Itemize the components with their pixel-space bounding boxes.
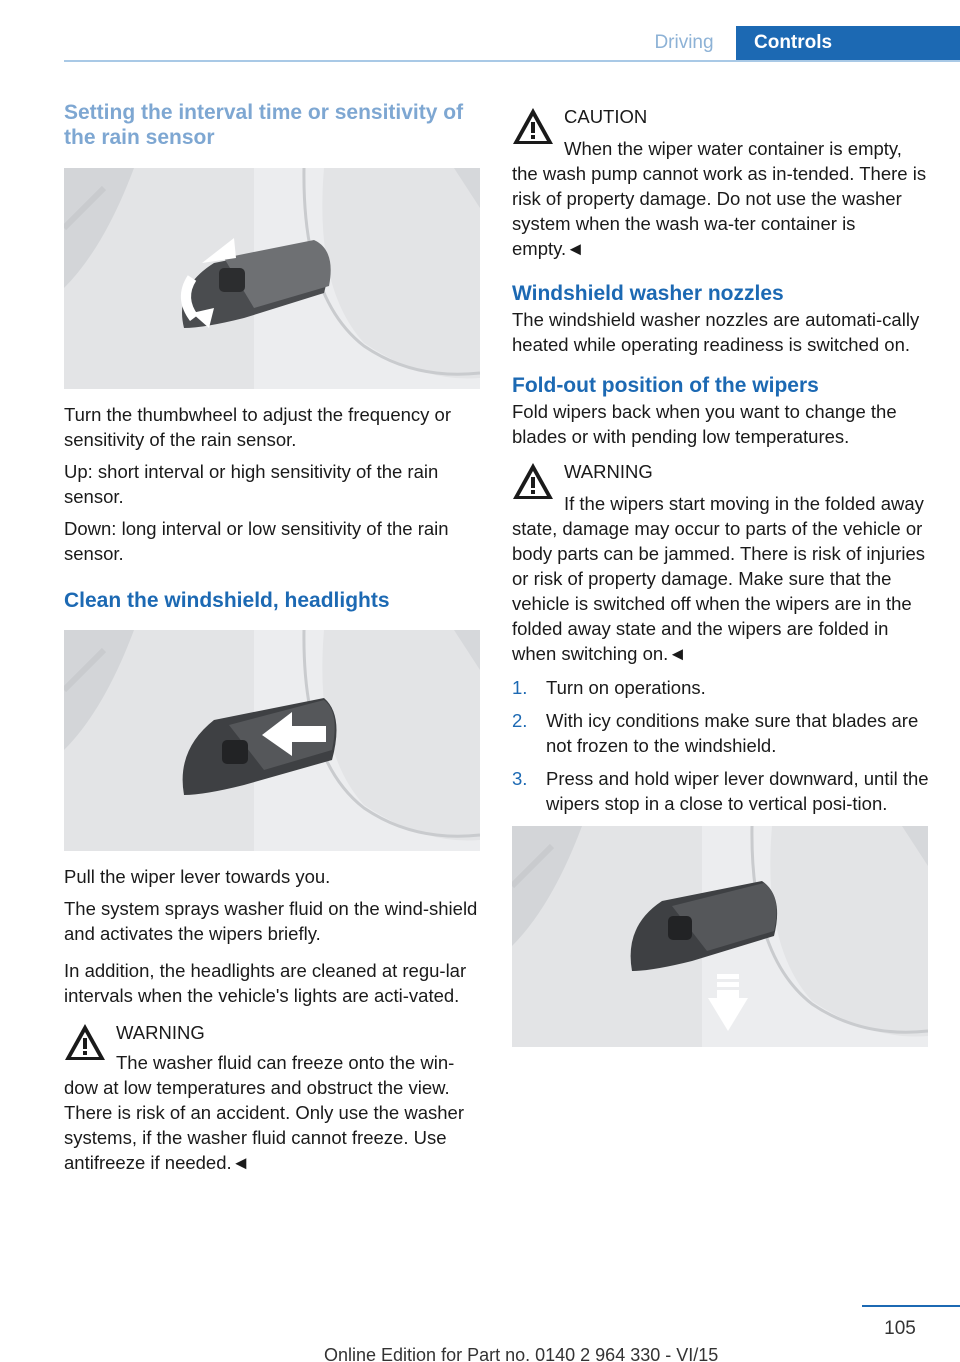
step-number: 2. [512, 710, 528, 731]
figure-pull-lever [64, 630, 480, 851]
paragraph: Turn the thumbwheel to adjust the frequency or sensitivity of the rain sensor. [64, 404, 452, 450]
paragraph: The windshield washer nozzles are automati‐cally heated while operating readiness is switched on. [512, 309, 920, 355]
step-text: With icy conditions make sure that blades are not frozen to the windshield. [546, 710, 919, 756]
section-title-fold-out: Fold-out position of the wipers [512, 374, 819, 397]
section-title-clean-windshield: Clean the windshield, headlights [64, 589, 390, 612]
right-column [512, 104, 930, 1047]
footer-divider [862, 1305, 960, 1307]
left-column [64, 100, 482, 1175]
tab-driving[interactable]: Driving [654, 32, 714, 53]
edition-note: Online Edition for Part no. 0140 2 964 330 - VI/15 [324, 1345, 719, 1362]
section-title-rain-sensor: Setting the interval time or sensitivity of the rain sensor [64, 101, 464, 149]
caution-body [512, 136, 930, 261]
paragraph: Down: long interval or low sensitivity of the rain sensor. [64, 518, 449, 564]
caution-icon [512, 107, 554, 145]
page-header [0, 0, 960, 62]
paragraph: Fold wipers back when you want to change the blades or with pending low temperatures. [512, 401, 897, 447]
header-divider [64, 60, 960, 62]
figure-thumbwheel [64, 168, 480, 389]
figure-push-down-lever [512, 826, 928, 1047]
warning-body [512, 491, 930, 666]
steps-list [512, 675, 930, 816]
paragraph: Up: short interval or high sensitivity of the rain sensor. [64, 461, 439, 507]
warning-block-washer-fluid [64, 1020, 482, 1175]
step-text: Turn on operations. [546, 677, 706, 698]
warning-text: The washer fluid can freeze onto the win‐dow at low temperatures and obstruct the view. There is risk of an accident. Only use the washer systems, if the washer fluid cannot freeze. Use antifreeze if needed.◄ [64, 1052, 464, 1173]
tab-controls[interactable]: Controls [736, 26, 960, 62]
paragraph: In addition, the headlights are cleaned at regu‐lar intervals when the vehicle's lights are acti‐vated. [64, 960, 467, 1006]
warning-body [64, 1050, 482, 1175]
list-item [512, 675, 930, 700]
page-number: 105 [884, 1318, 916, 1339]
step-text: Press and hold wiper lever downward, until the wipers stop in a close to vertical posi‐tion. [546, 768, 929, 814]
caution-text: When the wiper water container is empty, the wash pump cannot work as in‐tended. There is risk of property damage. Do not use the washer system when the wash wa‐ter container is empty.◄ [512, 138, 927, 259]
step-number: 1. [512, 677, 528, 698]
warning-icon [64, 1023, 106, 1061]
section-title-washer-nozzles: Windshield washer nozzles [512, 282, 784, 305]
illustration-pull-lever [64, 630, 480, 851]
list-item [512, 708, 930, 758]
illustration-thumbwheel [64, 168, 480, 389]
illustration-push-down-lever [512, 826, 928, 1047]
paragraph: Pull the wiper lever towards you. [64, 866, 331, 887]
step-number: 3. [512, 768, 528, 789]
warning-title: WARNING [564, 461, 653, 482]
warning-title: WARNING [116, 1022, 205, 1043]
warning-icon [512, 462, 554, 500]
paragraph: The system sprays washer fluid on the wind‐shield and activates the wipers briefly. [64, 898, 478, 944]
caution-title: CAUTION [564, 106, 648, 127]
warning-text: If the wipers start moving in the folded away state, damage may occur to parts of the vehicle or body parts can be jammed. There is risk of injuries or risk of property damage. Make sure that the vehicle is switched off when the wipers are in the folded away state and the wipers are folded in when switching on.◄ [512, 493, 926, 664]
list-item [512, 766, 930, 816]
warning-block-folded-wipers [512, 459, 930, 666]
caution-block-washer-container [512, 104, 930, 261]
